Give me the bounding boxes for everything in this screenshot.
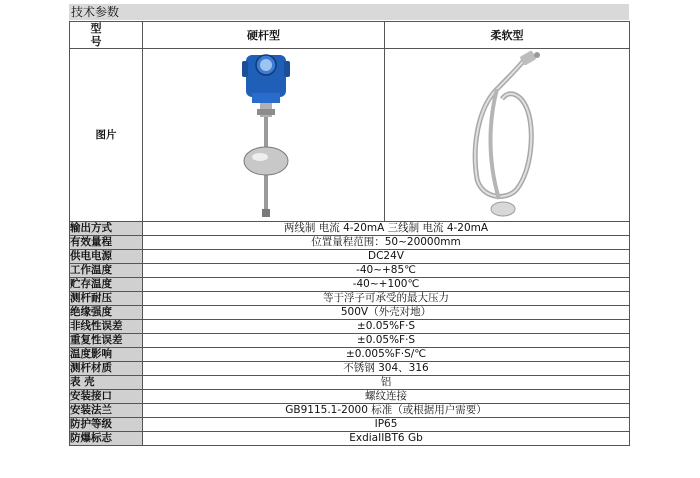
model-header: 型 号 <box>70 22 143 49</box>
spec-label: 工作温度 <box>70 264 143 278</box>
flexible-picture-cell <box>385 49 630 222</box>
spec-row <box>70 362 630 376</box>
spec-row <box>70 348 630 362</box>
spec-value: 位置量程范围：50~20000mm <box>143 236 630 250</box>
rigid-picture-cell <box>143 49 385 222</box>
spec-value: -40~+85℃ <box>143 264 630 278</box>
spec-value: DC24V <box>143 250 630 264</box>
spec-row <box>70 306 630 320</box>
picture-row-label: 图片 <box>70 49 143 222</box>
spec-label: 安装法兰 <box>70 404 143 418</box>
picture-row <box>70 49 630 222</box>
flexible-column-header: 柔软型 <box>385 22 630 49</box>
spec-label: 供电电源 <box>70 250 143 264</box>
spec-value: 不锈钢 304、316 <box>143 362 630 376</box>
spec-label: 有效量程 <box>70 236 143 250</box>
spec-row <box>70 320 630 334</box>
spec-row <box>70 278 630 292</box>
spec-row <box>70 404 630 418</box>
spec-label: 非线性误差 <box>70 320 143 334</box>
spec-row <box>70 390 630 404</box>
section-title: 技术参数 <box>69 4 629 20</box>
spec-row <box>70 264 630 278</box>
spec-value: ±0.005%F·S/℃ <box>143 348 630 362</box>
spec-row <box>70 236 630 250</box>
spec-label: 输出方式 <box>70 222 143 236</box>
spec-value: ±0.05%F·S <box>143 320 630 334</box>
spec-row <box>70 292 630 306</box>
rigid-column-header: 硬杆型 <box>143 22 385 49</box>
spec-row <box>70 250 630 264</box>
rigid-rod-float-sensor-image <box>224 49 304 221</box>
spec-row <box>70 418 630 432</box>
spec-row <box>70 432 630 446</box>
spec-label: 测杆耐压 <box>70 292 143 306</box>
spec-value: 两线制 电流 4-20mA 三线制 电流 4-20mA <box>143 222 630 236</box>
header-row <box>70 22 630 49</box>
spec-label: 防爆标志 <box>70 432 143 446</box>
spec-label: 重复性误差 <box>70 334 143 348</box>
spec-value: 等于浮子可承受的最大压力 <box>143 292 630 306</box>
spec-value: 螺纹连接 <box>143 390 630 404</box>
spec-label: 温度影响 <box>70 348 143 362</box>
flexible-cable-float-sensor-image <box>447 49 567 221</box>
spec-value: ExdiaIIBT6 Gb <box>143 432 630 446</box>
spec-label: 绝缘强度 <box>70 306 143 320</box>
spec-value: -40~+100℃ <box>143 278 630 292</box>
spec-value: 500V（外壳对地） <box>143 306 630 320</box>
spec-label: 安装接口 <box>70 390 143 404</box>
spec-value: ±0.05%F·S <box>143 334 630 348</box>
spec-label: 表 壳 <box>70 376 143 390</box>
spec-table <box>69 21 630 446</box>
spec-label: 防护等级 <box>70 418 143 432</box>
spec-row <box>70 222 630 236</box>
spec-value: IP65 <box>143 418 630 432</box>
spec-value: 铝 <box>143 376 630 390</box>
spec-row <box>70 376 630 390</box>
spec-label: 贮存温度 <box>70 278 143 292</box>
spec-value: GB9115.1-2000 标准（或根据用户需要） <box>143 404 630 418</box>
spec-row <box>70 334 630 348</box>
spec-label: 测杆材质 <box>70 362 143 376</box>
